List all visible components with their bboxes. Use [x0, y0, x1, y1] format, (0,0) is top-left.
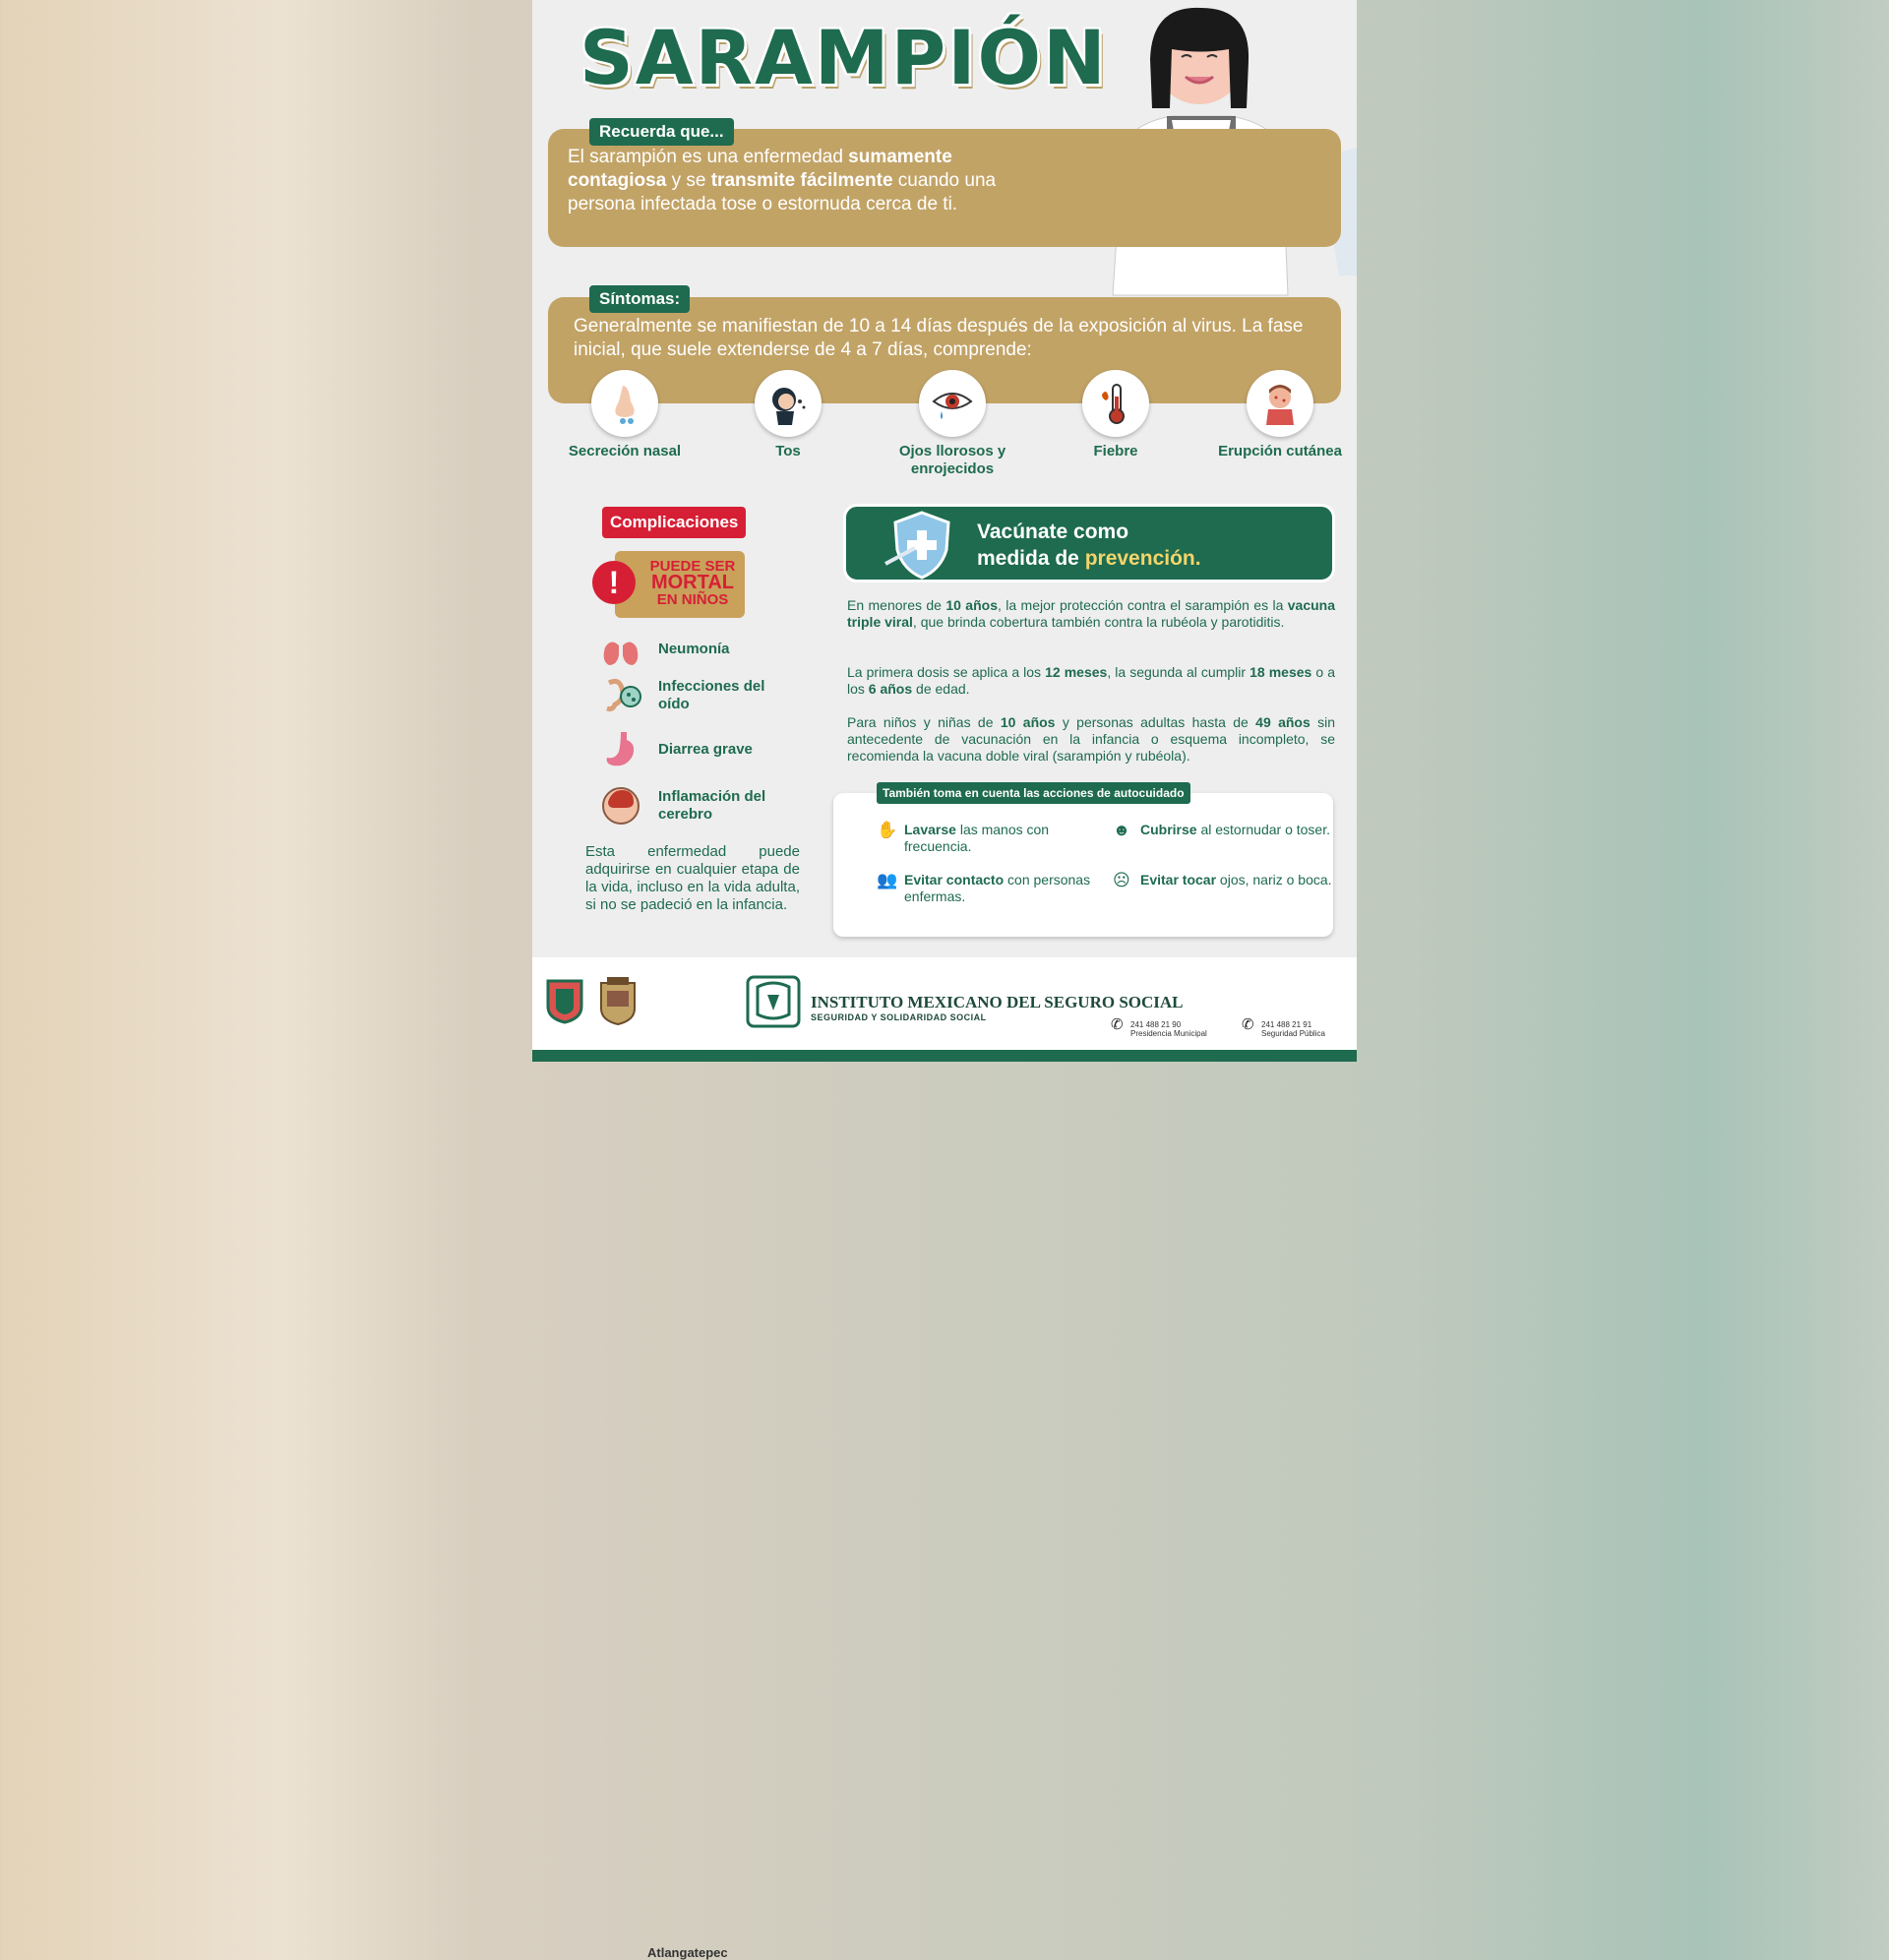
recuerda-text: El sarampión es una enfermedad sumamente contagiosa y se transmite fácilmente cuando una persona infectada tose o estornuda cerca de ti.	[568, 147, 997, 214]
symptom-item	[1206, 370, 1354, 460]
self-care-tag: También toma en cuenta las acciones de autocuidado	[877, 782, 1190, 804]
vaccine-paragraph: En menores de 10 años, la mejor protección contra el sarampión es la vacuna triple viral, que brinda cobertura también contra la rubéola y parotiditis.	[847, 597, 1335, 630]
footer-bar	[532, 1050, 1357, 1062]
mortal-warning-text: PUEDE SER MORTAL EN NIÑOS	[649, 558, 736, 608]
complication-label: Diarrea grave	[658, 741, 753, 758]
brain-icon	[599, 784, 642, 827]
sintomas-tag: Síntomas:	[589, 285, 690, 313]
handwash-icon: ✋	[877, 821, 898, 839]
symptom-label: Erupción cutánea	[1218, 443, 1342, 459]
vaccine-paragraph: Para niños y niñas de 10 años y personas adultas hasta de 49 años sin antecedente de vacunación en la infancia o esquema incompleto, se recomienda la vacuna doble viral (sarampión y rubéola).	[847, 714, 1336, 764]
imss-subtitle: SEGURIDAD Y SOLIDARIDAD SOCIAL	[811, 1012, 987, 1022]
municipal-shield-logo	[597, 977, 639, 1026]
self-care-item: ✋ Lavarse las manos con frecuencia.	[877, 821, 1050, 854]
nose-icon	[591, 370, 658, 437]
vaccine-title: Vacúnate como medida de prevención.	[977, 521, 1201, 570]
symptom-label: Secreción nasal	[568, 443, 682, 459]
phone-icon: ✆	[1242, 1016, 1254, 1033]
symptom-label: Ojos llorosos y enrojecidos	[898, 443, 1006, 477]
complication-item	[599, 728, 776, 771]
vaccine-banner	[843, 504, 1335, 582]
sintomas-text: Generalmente se manifiestan de 10 a 14 días después de la exposición al virus. La fase inicial, que suele extenderse de 4 a 7 días, comprende:	[574, 316, 1304, 360]
people-icon: 👥	[877, 871, 898, 889]
symptom-item	[879, 370, 1026, 478]
eye-icon	[919, 370, 986, 437]
phone-municipal: ✆ 241 488 21 90 Presidencia Municipal	[1111, 1016, 1207, 1038]
recuerda-tag: Recuerda que...	[589, 118, 734, 146]
vaccine-paragraph: La primera dosis se aplica a los 12 meses, la segunda al cumplir 18 meses o a los 6 años de edad.	[847, 664, 1335, 697]
imss-name: INSTITUTO MEXICANO DEL SEGURO SOCIAL	[811, 993, 1184, 1011]
face-touch-icon: ☹	[1113, 871, 1130, 889]
symptom-item	[1042, 370, 1189, 460]
rash-icon	[1247, 370, 1313, 437]
symptom-item	[551, 370, 699, 460]
complication-item	[599, 784, 776, 827]
complication-item	[599, 628, 776, 671]
complication-label: Inflamación del cerebro	[658, 788, 766, 823]
self-care-item: ☹ Evitar tocar ojos, nariz o boca.	[1113, 871, 1332, 889]
complicaciones-tag: Complicaciones	[602, 507, 746, 538]
self-care-box	[833, 793, 1333, 937]
footer	[532, 957, 1357, 1960]
stomach-icon	[599, 728, 642, 771]
imss-logo	[746, 975, 801, 1028]
poster-title: SARAMPIÓN	[579, 14, 1108, 101]
lungs-icon	[599, 628, 642, 671]
symptom-label: Tos	[775, 443, 801, 459]
symptom-item	[714, 370, 862, 460]
self-care-item: ☻ Cubrirse al estornudar o toser.	[1113, 821, 1330, 839]
complication-note: Esta enfermedad puede adquirirse en cualquier etapa de la vida, incluso en la vida adulta, si no se padeció en la infancia.	[585, 843, 800, 913]
complication-item	[599, 674, 776, 717]
municipality-name: Atlangatepec	[647, 1945, 728, 1960]
sneeze-icon: ☻	[1113, 821, 1130, 839]
complication-label: Infecciones del oído	[658, 678, 765, 712]
thermometer-icon	[1082, 370, 1149, 437]
phone-seguridad: ✆ 241 488 21 91 Seguridad Pública	[1242, 1016, 1325, 1038]
phone-icon: ✆	[1111, 1016, 1124, 1033]
symptom-label: Fiebre	[1093, 443, 1138, 459]
self-care-item: 👥 Evitar contacto con personas enfermas.	[877, 871, 1091, 904]
cough-icon	[755, 370, 822, 437]
exclamation-icon: !	[592, 561, 636, 604]
state-shield-logo	[546, 979, 583, 1024]
ear-icon	[599, 674, 642, 717]
shield-icon	[885, 509, 958, 580]
measles-poster	[532, 0, 1357, 1960]
complication-label: Neumonía	[658, 641, 730, 657]
